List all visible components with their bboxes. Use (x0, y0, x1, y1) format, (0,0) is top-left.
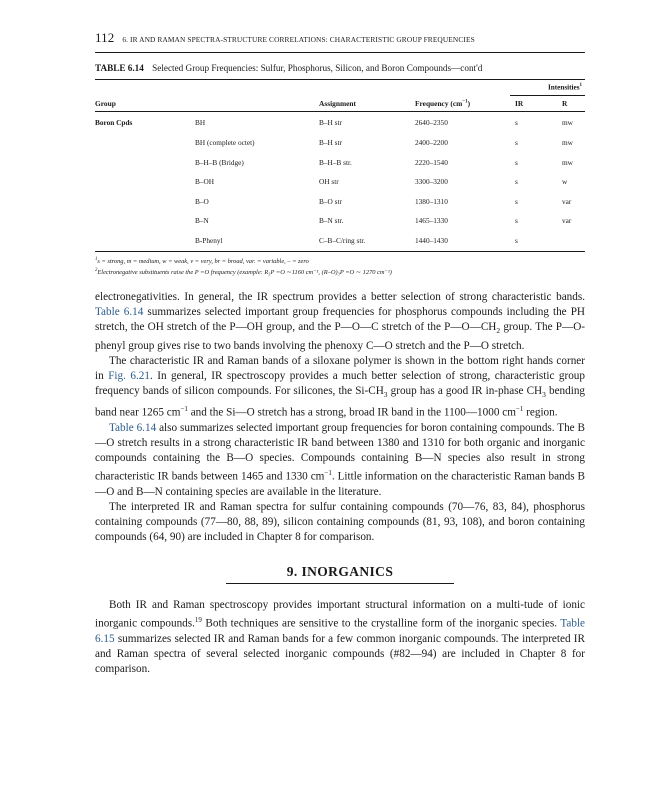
header-r: R (562, 99, 568, 109)
table-row (95, 172, 585, 192)
header-frequency: Frequency $(cm^{-1})$ (415, 99, 471, 109)
footnote-2: $^2$Electronegative substituents raise the P =O frequency (example: R₃P =O ∼1160 cm⁻¹, (R–O)₃P =O ∼ 1270 cm⁻¹) (95, 268, 392, 277)
paragraph: Both IR and Raman spectroscopy provides important structural information on a multi-tude of ionic inorganic compounds.$^{19}$ Both techniques are sensitive to the crystalline form of the inorganic species. Table 6.15 summarizes selected IR and Raman bands for a few common inorganic compounds. The interpreted IR and Raman spectra of several selected inorganic compounds (#82—94) are included in Chapter 8 for comparison. (95, 598, 586, 675)
table-body (95, 112, 585, 250)
fig-6-21-link[interactable]: Fig. 6.21 (108, 369, 150, 382)
table-caption (95, 63, 585, 73)
cell-assignment: C–B–C/ring str. (319, 235, 366, 245)
cell-subgroup: B–O (195, 196, 209, 206)
cell-subgroup: B-Phenyl (195, 235, 223, 245)
table-column-headers (95, 95, 585, 111)
cell-assignment: B–O str (319, 196, 342, 206)
cell-ir: s (515, 235, 518, 245)
cell-frequency: 1465–1330 (415, 216, 448, 226)
cell-ir: s (515, 137, 518, 147)
table-row (95, 133, 585, 153)
table-row (95, 113, 585, 133)
paragraph: The interpreted IR and Raman spectra for sulfur containing compounds (70—76, 83, 84), phosphorus containing compounds (77—80, 88, 89), silicon containing compounds (81, 93, 108), and boron containing compounds (64, 90) are included in Chapter 8 for comparison. (95, 500, 585, 543)
body-text (95, 290, 585, 545)
intensities-header (95, 80, 585, 95)
section-heading: 9. INORGANICS (286, 563, 394, 579)
header-ir: IR (515, 99, 524, 109)
cell-group: Boron Cpds (95, 118, 133, 128)
page (95, 30, 585, 677)
cell-frequency: 1380–1310 (415, 196, 448, 206)
cell-r: w (562, 177, 568, 187)
cell-assignment: B–H–B str. (319, 157, 352, 167)
intensities-label: Intensities$^1$ (547, 83, 582, 92)
table-row (95, 153, 585, 173)
table-row (95, 231, 585, 251)
cell-frequency: 2400–2200 (415, 137, 448, 147)
table-label: TABLE 6.14 (95, 63, 144, 73)
running-head (95, 30, 585, 46)
paragraph: electronegativities. In general, the IR spectrum provides a better selection of strong characteristic bands. Table 6.14 summarizes selected important group frequencies for phosphorus compounds including the PH stretch, the OH stretch of the P—OH group, and the P—O—C stretch of the $P—O—CH_2$ group. The P—O-phenyl group gives rise to two bands involving the phenoxy C—O stretch and the P—O stretch. (95, 291, 586, 352)
table-6-14-link[interactable]: Table 6.14 (109, 421, 157, 434)
section-text (95, 598, 585, 677)
table-6-15-link[interactable]: Table 6.15 (95, 617, 586, 645)
cell-ir: s (515, 118, 518, 128)
header-assignment: Assignment (319, 99, 356, 109)
chapter-title: 6. IR AND RAMAN SPECTRA-STRUCTURE CORRELATIONS: CHARACTERISTIC GROUP FREQUENCIES (122, 35, 475, 44)
cell-subgroup: BH (complete octet) (195, 137, 255, 147)
footnote-1: $^1$s = strong, m = medium, w = weak, v = very, br = broad, var. = variable, – = zero (95, 256, 309, 266)
cell-ir: s (515, 196, 518, 206)
cell-r: mw (562, 137, 573, 147)
cell-subgroup: B–OH (195, 177, 215, 187)
cell-frequency: 2640–2350 (415, 118, 448, 128)
table-caption-text: Selected Group Frequencies: Sulfur, Phosphorus, Silicon, and Boron Compounds—cont'd (152, 63, 483, 73)
cell-assignment: B–N str. (319, 216, 344, 226)
cell-assignment: B–H str (319, 118, 342, 128)
cell-assignment: OH str (319, 177, 339, 187)
cell-r: mw (562, 157, 573, 167)
cell-r: mw (562, 118, 573, 128)
table-row (95, 192, 585, 212)
table-bottom-rule (95, 251, 585, 252)
cell-frequency: 3300–3200 (415, 177, 448, 187)
table-footnotes (95, 255, 585, 277)
paragraph: The characteristic IR and Raman bands of a siloxane polymer is shown in the bottom right hands corner in Fig. 6.21. In general, IR spectroscopy provides a much better selection of strong, characteristic group frequency bands of silicon compounds. For silicones, the $Si-CH_3$ group has a good IR in-phase $CH_3$ bending band near 1265 cm$^{-1}$ and the Si—O stretch has a strong, broad IR band in the 1100—1000 cm$^{-1}$ region. (95, 354, 586, 419)
cell-subgroup: B–H–B (Bridge) (195, 157, 244, 167)
cell-r: var (562, 196, 572, 206)
page-number: 112 (95, 30, 115, 45)
cell-assignment: B–H str (319, 137, 342, 147)
cell-subgroup: BH (195, 118, 206, 128)
section-heading-rule (226, 583, 454, 584)
cell-ir: s (515, 177, 518, 187)
header-rule (95, 52, 585, 53)
table-6-14-link[interactable]: Table 6.14 (95, 306, 144, 319)
paragraph: Table 6.14 also summarizes selected important group frequencies for boron containing compounds. The B—O stretch results in a strong characteristic IR band between 1380 and 1310 for both organic and inorganic compounds containing the B—O species. Compounds containing B—N species also result in strong characteristic IR bands between 1465 and 1330 cm$^{-1}$. Little information on the characteristic Raman bands B—O and B—N containing species are available in the literature. (95, 421, 586, 498)
cell-subgroup: B–N (195, 216, 209, 226)
cell-ir: s (515, 216, 518, 226)
cell-r: var (562, 216, 572, 226)
table-row (95, 211, 585, 231)
cell-frequency: 1440–1430 (415, 235, 448, 245)
cell-ir: s (515, 157, 518, 167)
cell-frequency: 2220–1540 (415, 157, 448, 167)
section-heading-block (95, 563, 585, 584)
header-group: Group (95, 99, 116, 109)
